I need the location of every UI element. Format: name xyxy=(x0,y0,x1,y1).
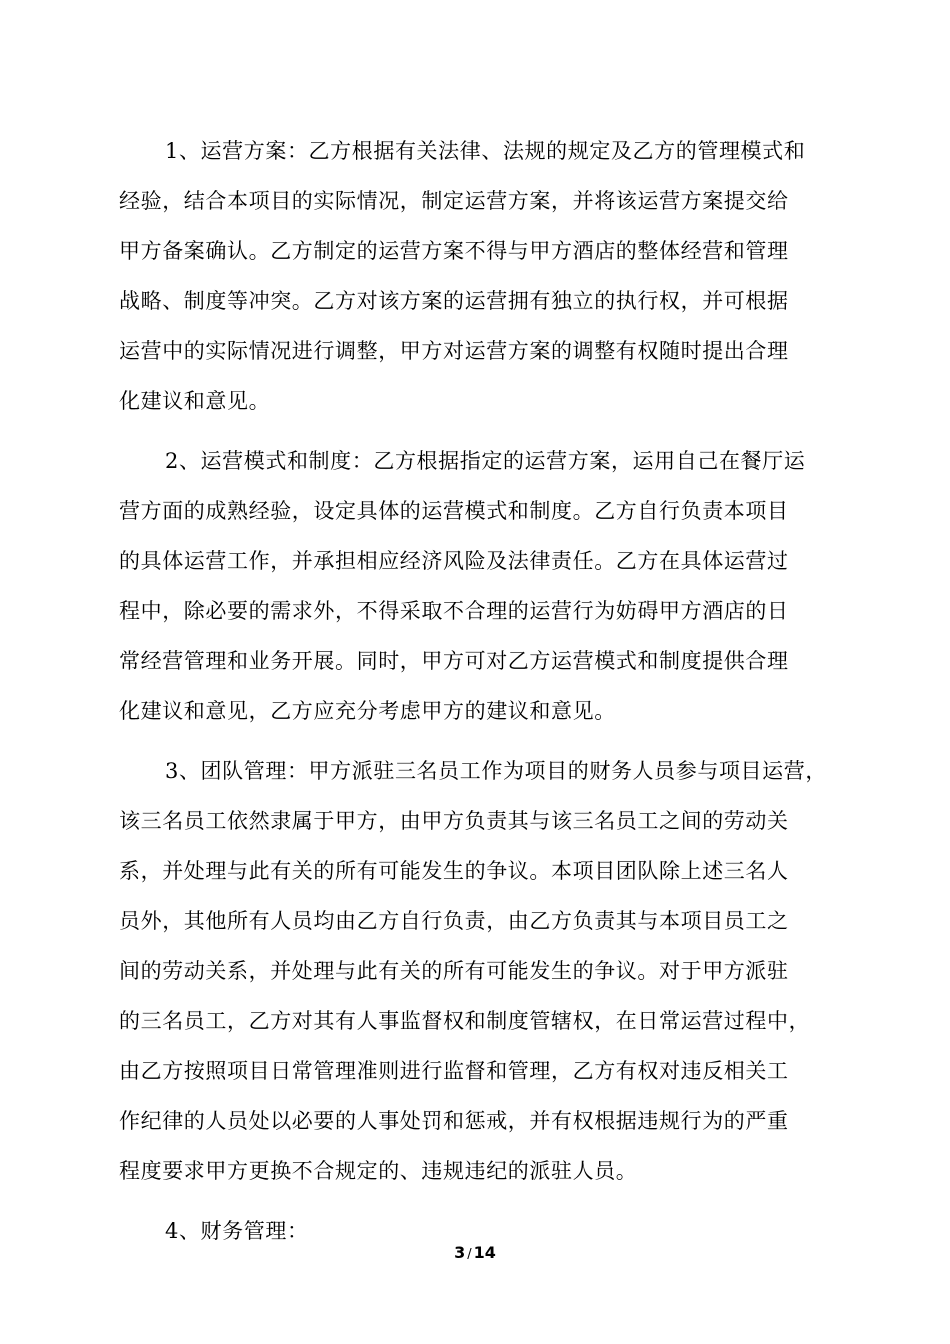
paragraph-operation-model xyxy=(119,444,835,744)
paragraph-gap xyxy=(119,1204,835,1214)
text-line: 2、运营模式和制度：乙方根据指定的运营方案，运用自己在餐厅运 xyxy=(165,449,806,473)
text-line: 该三名员工依然隶属于甲方，由甲方负责其与该三名员工之间的劳动关 xyxy=(119,809,789,833)
text-line: 化建议和意见，乙方应充分考虑甲方的建议和意见。 xyxy=(119,699,616,723)
text-line: 常经营管理和业务开展。同时，甲方可对乙方运营模式和制度提供合理 xyxy=(119,649,789,673)
paragraph-gap xyxy=(119,434,835,444)
text-line: 的具体运营工作，并承担相应经济风险及法律责任。乙方在具体运营过 xyxy=(119,549,789,573)
text-line: 作纪律的人员处以必要的人事处罚和惩戒，并有权根据违规行为的严重 xyxy=(119,1109,789,1133)
page-number-separator: / xyxy=(467,1247,472,1262)
text-line: 战略、制度等冲突。乙方对该方案的运营拥有独立的执行权，并可根据 xyxy=(119,289,789,313)
text-line: 3、团队管理：甲方派驻三名员工作为项目的财务人员参与项目运营， xyxy=(165,759,827,783)
document-body xyxy=(119,134,835,1264)
text-line: 员外，其他所有人员均由乙方自行负责，由乙方负责其与本项目员工之 xyxy=(119,909,789,933)
text-line: 系，并处理与此有关的所有可能发生的争议。本项目团队除上述三名人 xyxy=(119,859,789,883)
text-line: 程中，除必要的需求外，不得采取不合理的运营行为妨碍甲方酒店的日 xyxy=(119,599,789,623)
total-page-count: 14 xyxy=(473,1243,496,1262)
current-page-number: 3 xyxy=(454,1243,466,1262)
text-line: 经验，结合本项目的实际情况，制定运营方案，并将该运营方案提交给 xyxy=(119,189,789,213)
text-line: 营方面的成熟经验，设定具体的运营模式和制度。乙方自行负责本项目 xyxy=(119,499,789,523)
paragraph-gap xyxy=(119,744,835,754)
text-line: 化建议和意见。 xyxy=(119,389,271,413)
text-line: 程度要求甲方更换不合规定的、违规违纪的派驻人员。 xyxy=(119,1159,638,1183)
text-line: 4、财务管理： xyxy=(165,1219,309,1243)
text-line: 间的劳动关系，并处理与此有关的所有可能发生的争议。对于甲方派驻 xyxy=(119,959,789,983)
paragraph-team-management xyxy=(119,754,835,1204)
text-line: 1、运营方案：乙方根据有关法律、法规的规定及乙方的管理模式和 xyxy=(165,139,806,163)
paragraph-operation-plan xyxy=(119,134,835,434)
text-line: 的三名员工，乙方对其有人事监督权和制度管辖权，在日常运营过程中， xyxy=(119,1009,811,1033)
text-line: 由乙方按照项目日常管理准则进行监督和管理，乙方有权对违反相关工 xyxy=(119,1059,789,1083)
text-line: 运营中的实际情况进行调整，甲方对运营方案的调整有权随时提出合理 xyxy=(119,339,789,363)
text-line: 甲方备案确认。乙方制定的运营方案不得与甲方酒店的整体经营和管理 xyxy=(119,239,789,263)
page-number xyxy=(0,1241,950,1267)
